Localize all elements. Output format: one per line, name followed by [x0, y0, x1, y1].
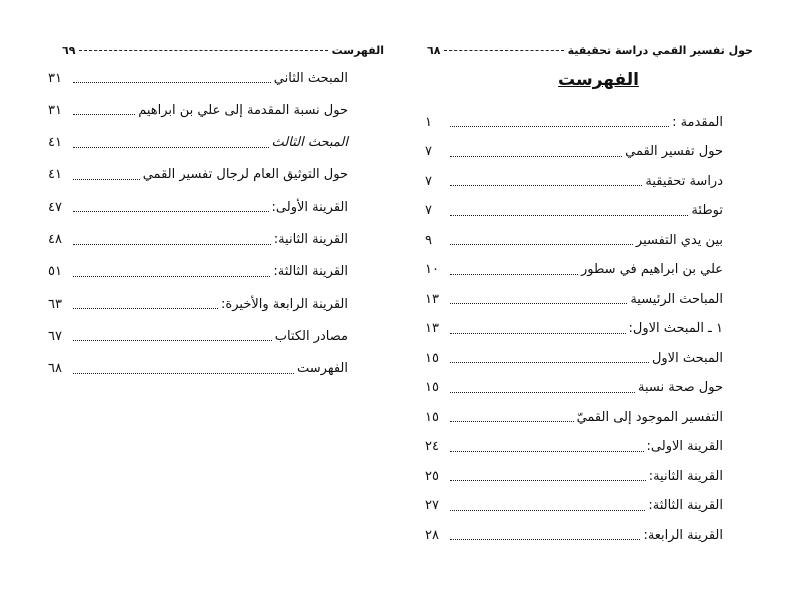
toc-entry [425, 378, 723, 398]
toc-entry-leader [73, 340, 272, 341]
toc-entry-label: حول التوثيق العام لرجال تفسير القمي [142, 167, 348, 183]
toc-entry [425, 437, 723, 457]
toc-entry-page: ٧ [425, 203, 432, 218]
toc-entry [425, 496, 723, 516]
toc-entry-page: ٢٨ [425, 527, 439, 543]
toc-entry [48, 100, 348, 120]
toc-entry-page: ٤٨ [48, 232, 62, 247]
toc-entry [48, 359, 348, 379]
toc-entry-leader [450, 126, 669, 127]
toc-entry-leader [73, 82, 271, 83]
toc-entry-label: القرينة الرابعة: [643, 527, 723, 543]
toc-entry [425, 525, 723, 545]
toc-entry-leader [450, 215, 688, 216]
toc-entry-page: ٩ [425, 232, 432, 248]
toc-entry-page: ١٣ [425, 321, 439, 336]
toc-entry-leader [450, 333, 626, 334]
toc-list [425, 0, 723, 601]
toc-entry-page: ٤٧ [48, 199, 62, 215]
toc-entry-label: القرينة الثانية: [273, 232, 348, 247]
toc-entry-page: ٢٧ [425, 498, 439, 513]
toc-entry-page: ١٠ [425, 262, 439, 277]
toc-entry-leader [450, 185, 642, 186]
toc-entry-label: دراسة تحقيقية [645, 173, 723, 189]
toc-entry-page: ١ [425, 114, 432, 130]
toc-entry [425, 348, 723, 368]
toc-entry [48, 197, 348, 217]
toc-entry [425, 260, 723, 280]
toc-entry-leader [450, 480, 646, 481]
toc-entry [48, 326, 348, 346]
toc-entry [425, 201, 723, 221]
toc-entry-label: توطئة [691, 203, 723, 218]
right-page [393, 0, 786, 601]
toc-entry [425, 289, 723, 309]
toc-entry-leader [73, 211, 269, 212]
toc-entry [48, 230, 348, 250]
toc-entry-label: المقدمة : [672, 114, 723, 130]
toc-entry-page: ٤١ [48, 167, 62, 183]
toc-entry-page: ٦٧ [48, 328, 62, 344]
toc-entry-leader [73, 179, 140, 180]
toc-entry-leader [73, 308, 218, 309]
toc-entry-label: القرينة الرابعة والأخيرة: [221, 296, 348, 312]
toc-entry-leader [73, 244, 271, 245]
toc-entry-label: القرينة الثالثة: [648, 498, 723, 513]
toc-entry-label: حول نسبة المقدمة إلى علي بن ابراهيم [138, 102, 348, 118]
toc-entry [425, 230, 723, 250]
toc-entry-label: المبحث الثالث [271, 135, 348, 151]
toc-entry-leader [450, 362, 649, 363]
toc-entry-label: مصادر الكتاب [274, 328, 348, 344]
toc-entry-leader [450, 156, 622, 157]
toc-entry-label: الفهرست [297, 361, 348, 377]
page-title: الفهرست [558, 70, 639, 90]
toc-entry-page: ٦٨ [48, 361, 62, 377]
toc-entry-label: القرينة الثالثة: [273, 264, 348, 280]
toc-entry-leader [450, 510, 645, 511]
toc-entry-label: حول تفسير القمي [625, 144, 723, 159]
toc-entry-label: القرينة الثانية: [648, 468, 723, 484]
toc-entry-label: بين يدي التفسير [635, 232, 723, 248]
toc-entry-page: ٥١ [48, 264, 62, 280]
header-page-number: ٦٨ [427, 43, 441, 57]
toc-entry-label: علي بن ابراهيم في سطور [581, 262, 723, 277]
header-title: حول تفسير القمي دراسة تحقيقية [567, 43, 753, 57]
toc-entry-label: القرينة الأولى: [271, 199, 348, 215]
toc-entry-leader [450, 244, 633, 245]
toc-entry-page: ٣١ [48, 102, 62, 118]
toc-entry-leader [73, 147, 269, 148]
toc-entry [48, 68, 348, 88]
toc-entry [48, 294, 348, 314]
header-page-number: ٦٩ [62, 43, 76, 57]
toc-entry-label: حول صحة نسبة [638, 380, 723, 395]
toc-entry [425, 407, 723, 427]
toc-entry-page: ١٥ [425, 350, 439, 366]
toc-entry-leader [450, 451, 644, 452]
toc-entry [425, 319, 723, 339]
toc-list [48, 0, 348, 601]
toc-entry-label: المبحث الثاني [273, 70, 348, 86]
toc-entry-label: المبحث الاول [651, 350, 723, 366]
toc-entry-label: ١ ـ المبحث الاول: [628, 321, 723, 336]
toc-entry-page: ١٣ [425, 291, 439, 307]
toc-entry-label: التفسير الموجود إلى القميّ [576, 409, 723, 425]
toc-entry-page: ١٥ [425, 409, 439, 425]
toc-entry [48, 262, 348, 282]
toc-entry [48, 133, 348, 153]
toc-entry [425, 112, 723, 132]
toc-entry-leader [73, 276, 270, 277]
toc-entry-page: ٧ [425, 173, 432, 189]
toc-entry-page: ٧ [425, 144, 432, 159]
toc-entry [425, 466, 723, 486]
toc-entry [425, 171, 723, 191]
toc-entry-leader [450, 539, 640, 540]
toc-entry-leader [73, 373, 294, 374]
toc-entry-leader [450, 303, 627, 304]
toc-entry-page: ١٥ [425, 380, 439, 395]
header-title: الفهرست [331, 43, 384, 57]
toc-entry-leader [450, 392, 635, 393]
toc-entry-leader [450, 274, 578, 275]
toc-entry [48, 165, 348, 185]
toc-entry-label: المباحث الرئيسية [630, 291, 723, 307]
toc-entry-page: ٢٤ [425, 439, 439, 454]
toc-entry-page: ٤١ [48, 135, 62, 151]
toc-entry-page: ٢٥ [425, 468, 439, 484]
toc-entry-leader [73, 114, 135, 115]
toc-entry-label: القرينة الاولى: [646, 439, 723, 454]
toc-entry [425, 142, 723, 162]
toc-entry-page: ٣١ [48, 70, 62, 86]
toc-entry-leader [450, 421, 574, 422]
toc-entry-page: ٦٣ [48, 296, 62, 312]
